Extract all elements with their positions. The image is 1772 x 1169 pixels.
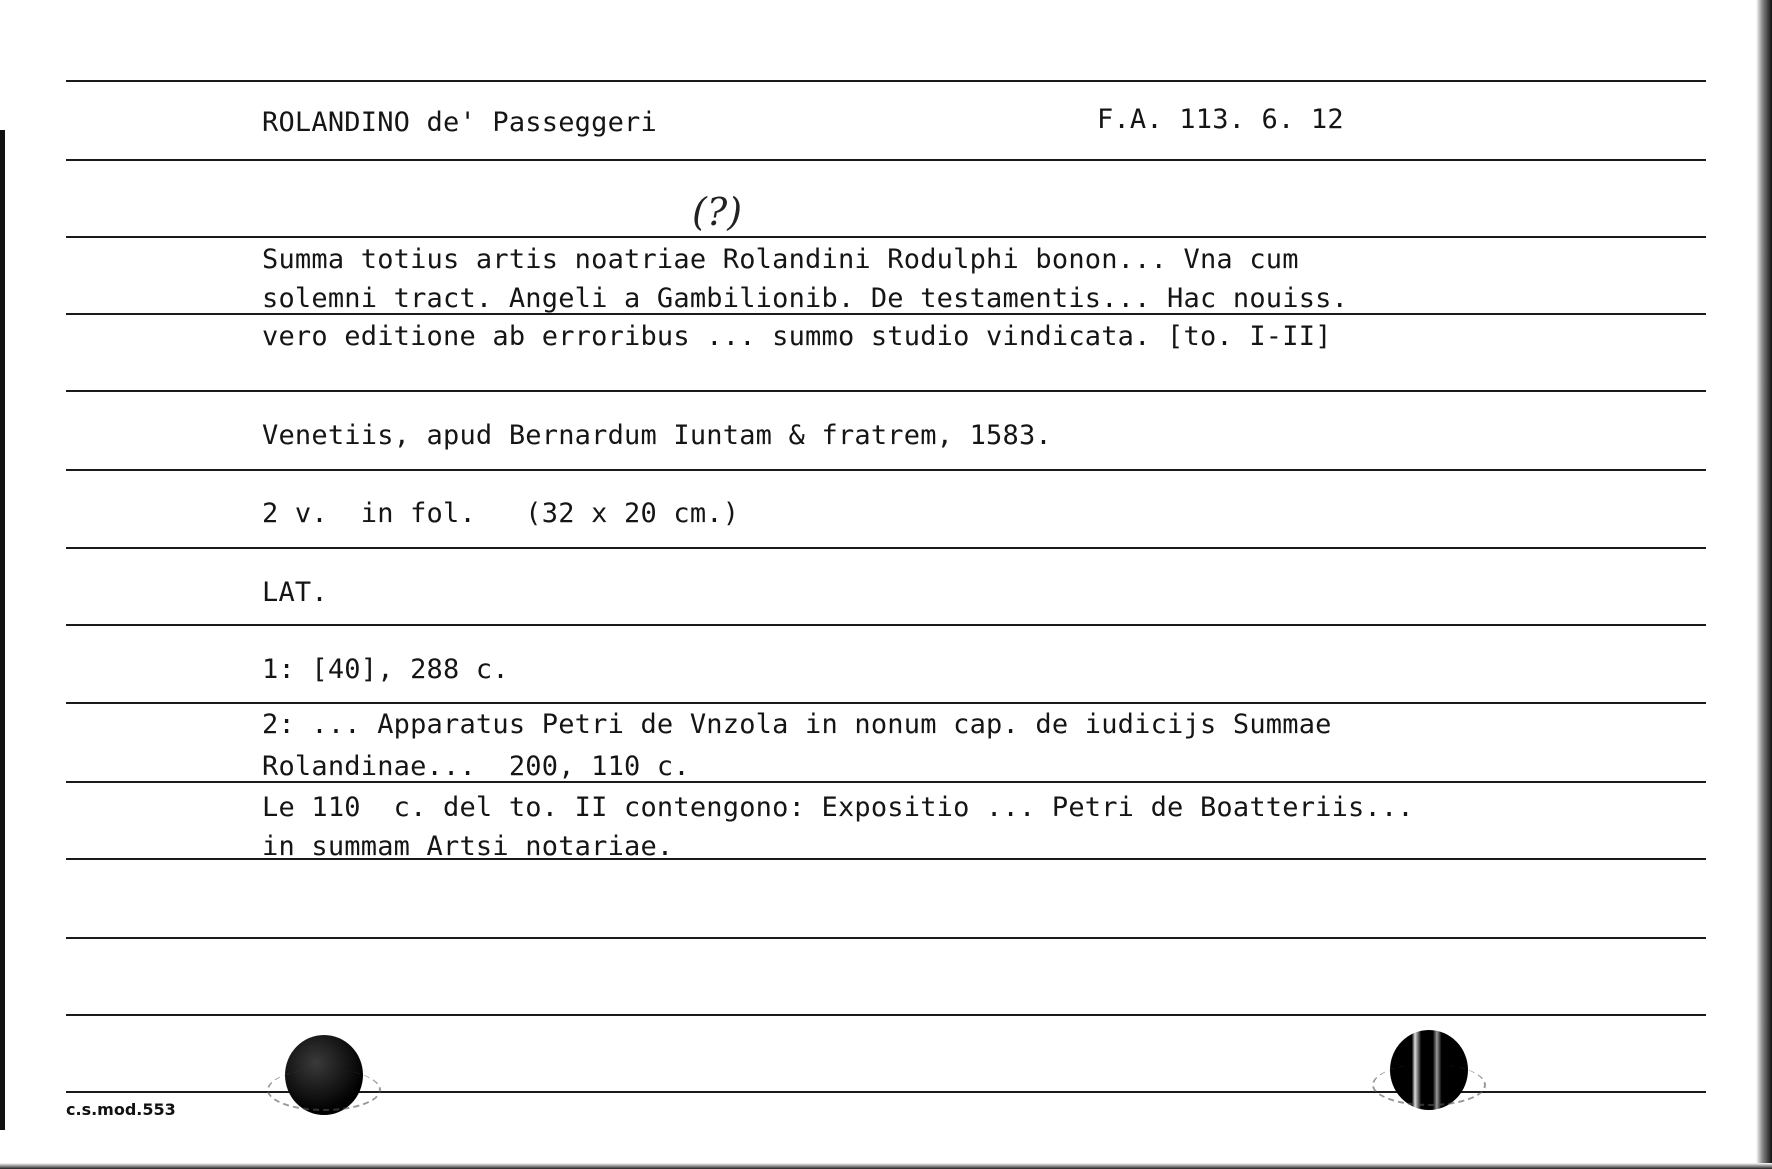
scan-edge-bottom	[0, 1163, 1772, 1169]
rule-line	[66, 1014, 1706, 1016]
punch-hole-left	[285, 1035, 363, 1115]
scan-edge-left	[0, 130, 5, 1130]
title-line: solemni tract. Angeli a Gambilionib. De testamentis... Hac nouiss.	[262, 283, 1349, 314]
handwritten-query-note: (?)	[692, 190, 743, 234]
rule-line	[66, 702, 1706, 704]
rule-line	[66, 624, 1706, 626]
physical-description: 2 v. in fol. (32 x 20 cm.)	[262, 498, 740, 529]
volume-1-collation: 1: [40], 288 c.	[262, 654, 509, 685]
rule-line	[66, 547, 1706, 549]
rule-line	[66, 159, 1706, 161]
rule-line	[66, 469, 1706, 471]
rule-line	[66, 80, 1706, 82]
title-line: vero editione ab erroribus ... summo studio vindicata. [to. I-II]	[262, 321, 1332, 352]
rule-line	[66, 236, 1706, 238]
title-line: Summa totius artis noatriae Rolandini Rodulphi bonon... Vna cum	[262, 244, 1299, 275]
rule-line	[66, 390, 1706, 392]
rule-line	[66, 937, 1706, 939]
volume-2-line: 2: ... Apparatus Petri de Vnzola in nonum cap. de iudicijs Summae	[262, 709, 1332, 740]
volume-2-line: Rolandinae... 200, 110 c.	[262, 751, 690, 782]
punch-hole-right	[1390, 1030, 1468, 1110]
shelfmark: F.A. 113. 6. 12	[1097, 104, 1344, 135]
imprint: Venetiis, apud Bernardum Iuntam & fratrem, 1583.	[262, 420, 1052, 451]
contents-note-line: in summam Artsi notariae.	[262, 831, 674, 862]
author-heading: ROLANDINO de' Passeggeri	[262, 107, 657, 138]
form-code: c.s.mod.553	[66, 1100, 176, 1119]
language: LAT.	[262, 577, 328, 608]
contents-note-line: Le 110 c. del to. II contengono: Expositio ... Petri de Boatteriis...	[262, 792, 1414, 823]
scan-edge-right	[1756, 0, 1772, 1169]
